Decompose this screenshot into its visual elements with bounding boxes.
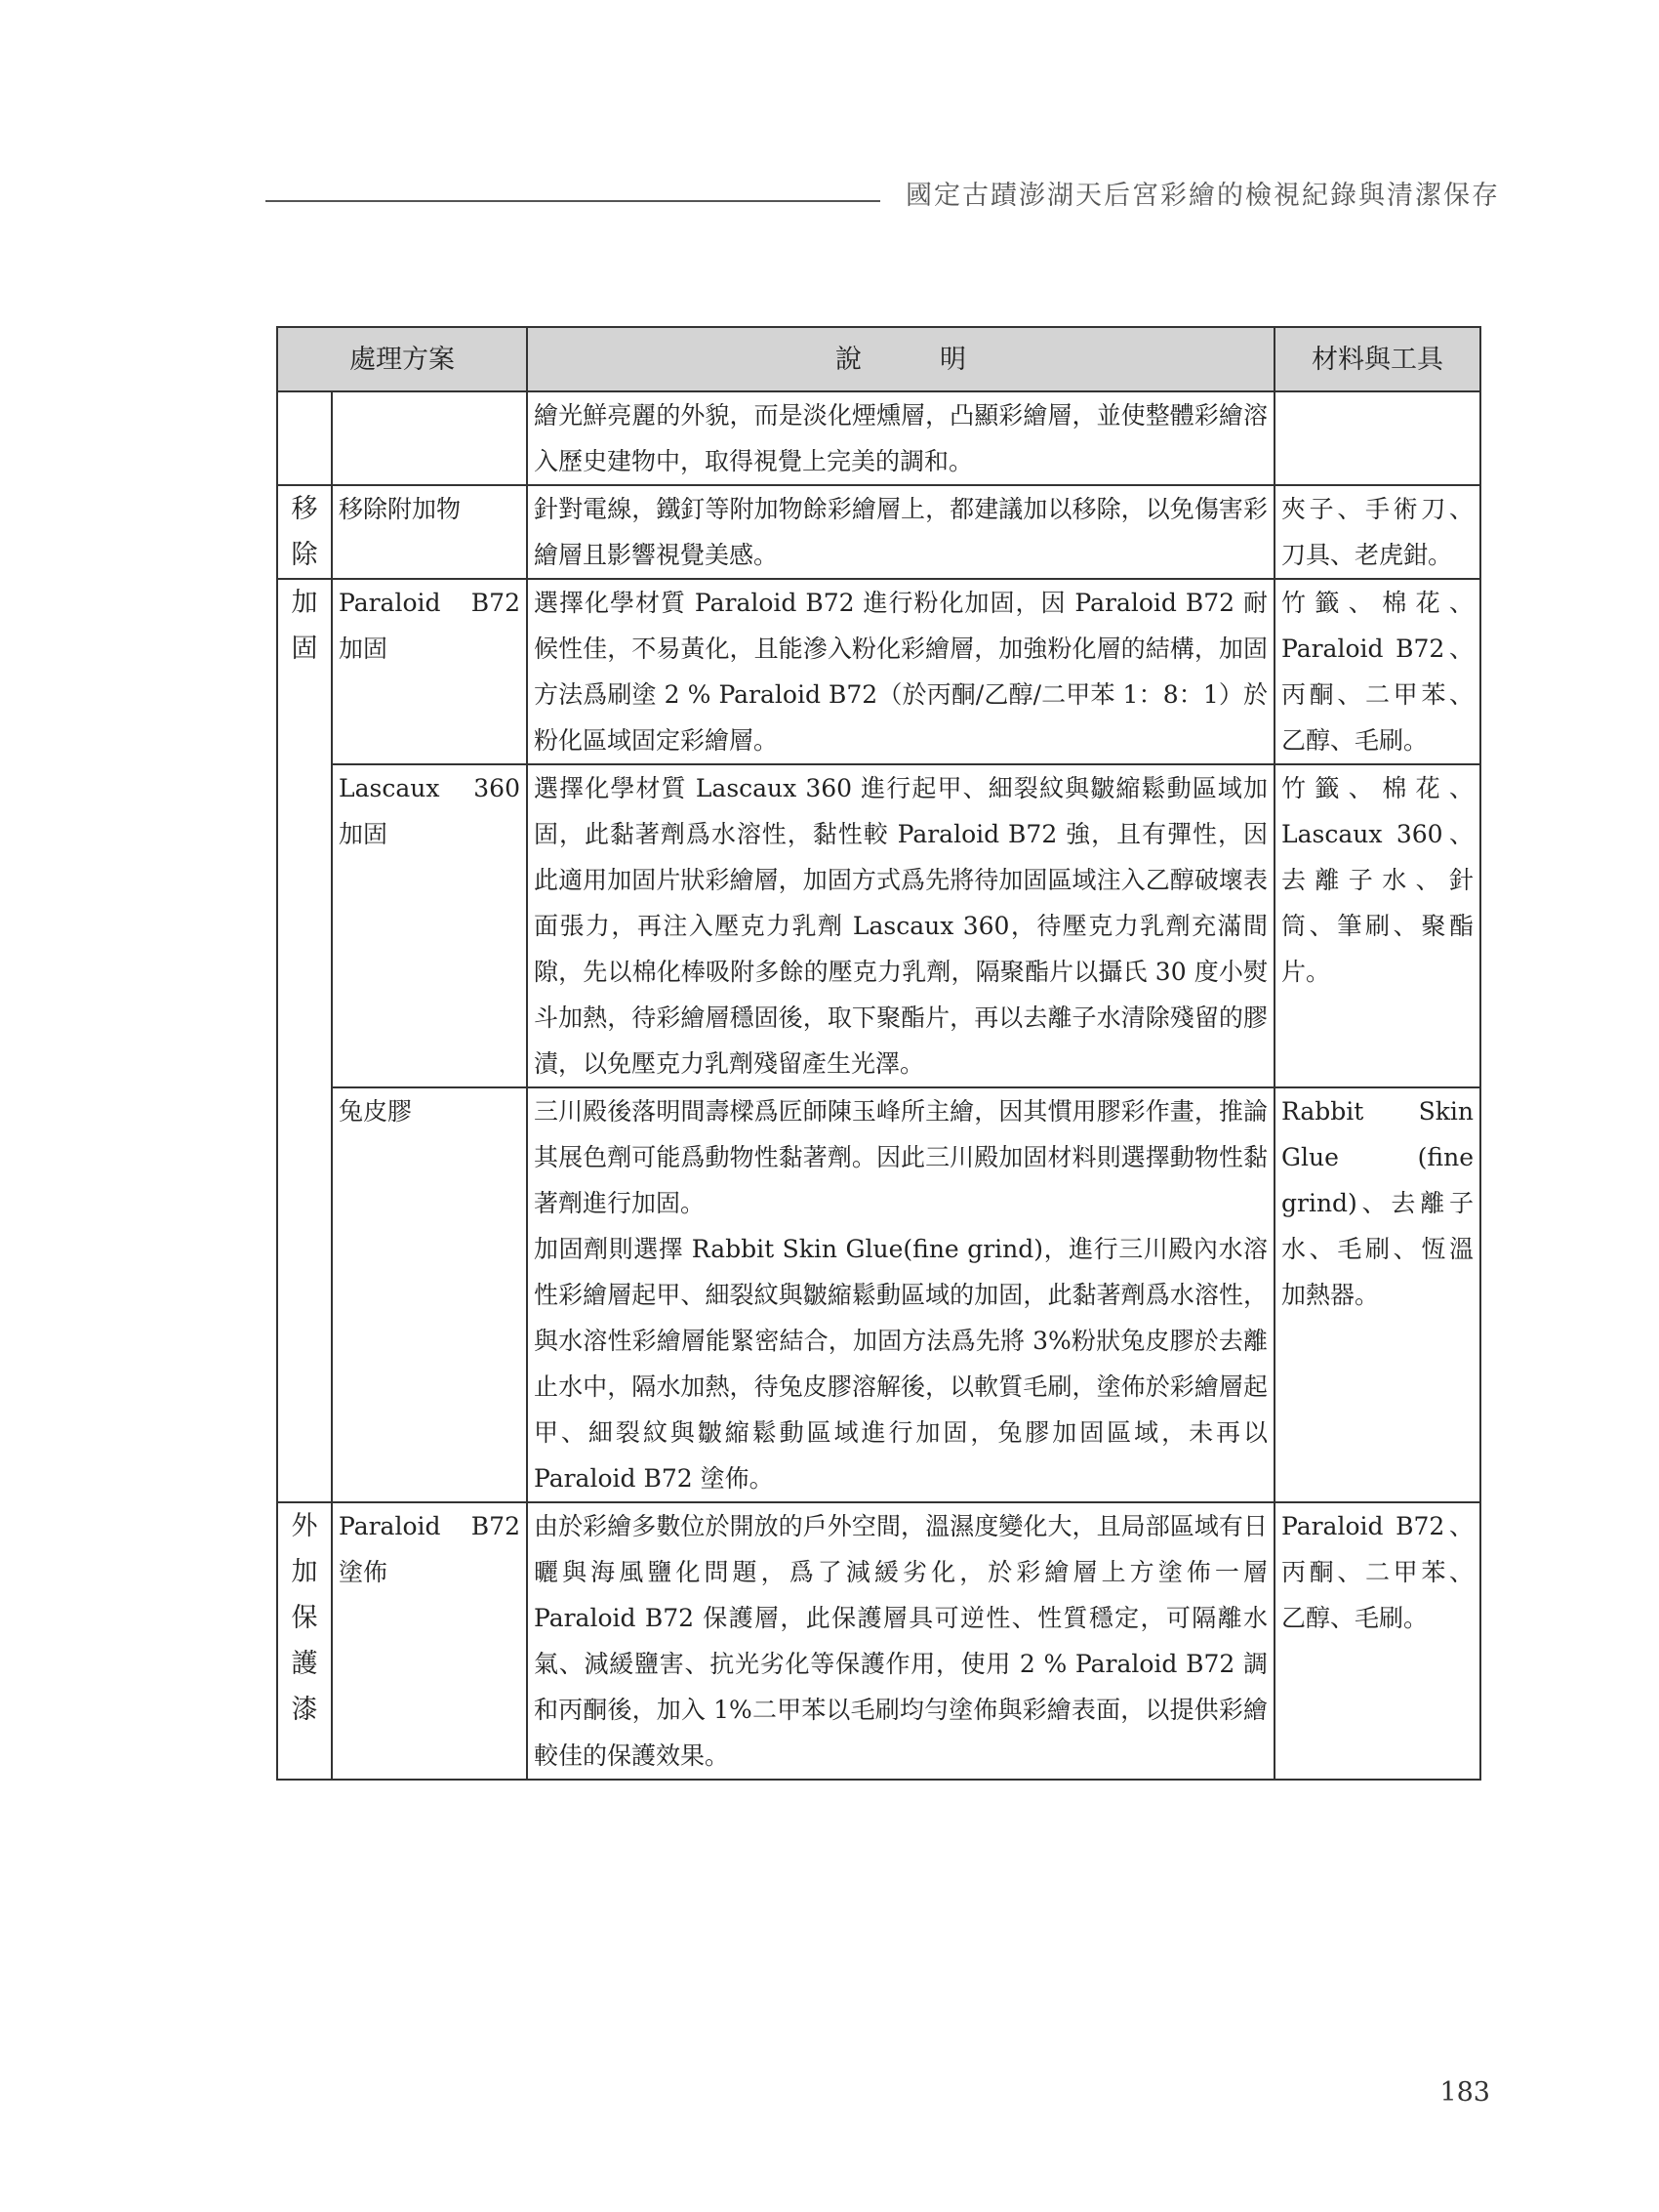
subcategory-cell: 兔皮膠 (332, 1087, 527, 1502)
description-cell: 針對電線，鐵釘等附加物餘彩繪層上，都建議加以移除，以免傷害彩繪層且影響視覺美感。 (527, 485, 1275, 579)
category-label: 加固 (291, 588, 318, 664)
table-row (277, 1502, 1480, 1780)
description-paragraph: 三川殿後落明間壽樑爲匠師陳玉峰所主繪，因其慣用膠彩作畫，推論其展色劑可能爲動物性黏著劑。因此三川殿加固材料則選擇動物性黏著劑進行加固。 (534, 1097, 1268, 1217)
table-header-row (277, 327, 1480, 391)
category-label: 移除 (291, 494, 318, 570)
page-number: 183 (1439, 2077, 1490, 2108)
materials-cell (1275, 391, 1480, 485)
header-scheme: 處理方案 (277, 327, 527, 391)
materials-cell: 夾子、手術刀、刀具、老虎鉗。 (1275, 485, 1480, 579)
category-cell (277, 579, 332, 1502)
category-cell (277, 391, 332, 485)
category-label: 外加保護漆 (291, 1511, 318, 1725)
subcategory-cell (332, 391, 527, 485)
subcategory-cell: Paraloid B72 加固 (332, 579, 527, 764)
subcategory-cell: Lascaux 360 加固 (332, 764, 527, 1087)
table-row (277, 1087, 1480, 1502)
materials-cell: 竹籤、棉花、Paraloid B72、丙酮、二甲苯、乙醇、毛刷。 (1275, 579, 1480, 764)
header-description: 說明 (527, 327, 1275, 391)
description-cell (527, 1087, 1275, 1502)
treatment-table (276, 326, 1481, 1781)
header-materials: 材料與工具 (1275, 327, 1480, 391)
description-cell: 選擇化學材質 Lascaux 360 進行起甲、細裂紋與皺縮鬆動區域加固，此黏著劑爲水溶性，黏性較 Paraloid B72 強，且有彈性，因此適用加固片狀彩繪層，加固方式爲先將待加固區域注入乙醇破壞表面張力，再注入壓克力乳劑 Lascaux 360，待壓克力乳劑充滿間隙，先以棉化棒吸附多餘的壓克力乳劑，隔聚酯片以攝氏 30 度小熨斗加熱，待彩繪層穩固後，取下聚酯片，再以去離子水清除殘留的膠漬，以免壓克力乳劑殘留產生光澤。 (527, 764, 1275, 1087)
category-cell (277, 1502, 332, 1780)
subcategory-cell: Paraloid B72 塗佈 (332, 1502, 527, 1780)
materials-cell: Paraloid B72、丙酮、二甲苯、乙醇、毛刷。 (1275, 1502, 1480, 1780)
description-cell: 由於彩繪多數位於開放的戶外空間，溫濕度變化大，且局部區域有日曬與海風鹽化問題，爲了減緩劣化，於彩繪層上方塗佈一層 Paraloid B72 保護層，此保護層具可逆性、性質穩定，可隔離水氣、減緩鹽害、抗光劣化等保護作用，使用 2 % Paraloid B72 調和丙酮後，加入 1%二甲苯以毛刷均勻塗佈與彩繪表面，以提供彩繪較佳的保護效果。 (527, 1502, 1275, 1780)
materials-cell: 竹籤、棉花、Lascaux 360、去離子水、針筒、筆刷、聚酯片。 (1275, 764, 1480, 1087)
description-paragraph: 加固劑則選擇 Rabbit Skin Glue(fine grind)，進行三川殿內水溶性彩繪層起甲、細裂紋與皺縮鬆動區域的加固，此黏著劑爲水溶性，與水溶性彩繪層能緊密結合，加固方法爲先將 3%粉狀兔皮膠於去離止水中，隔水加熱，待兔皮膠溶解後，以軟質毛刷，塗佈於彩繪層起甲、細裂紋與皺縮鬆動區域進行加固，兔膠加固區域，未再以 Paraloid B72 塗佈。 (534, 1235, 1268, 1493)
table-row (277, 391, 1480, 485)
description-cell: 繪光鮮亮麗的外貌，而是淡化煙燻層，凸顯彩繪層，並使整體彩繪溶入歷史建物中，取得視覺上完美的調和。 (527, 391, 1275, 485)
materials-cell: Rabbit Skin Glue (fine grind)、去離子水、毛刷、恆溫加熱器。 (1275, 1087, 1480, 1502)
header-rule (265, 200, 880, 202)
table-row (277, 764, 1480, 1087)
table-row (277, 579, 1480, 764)
table-row (277, 485, 1480, 579)
running-title: 國定古蹟澎湖天后宮彩繪的檢視紀錄與清潔保存 (906, 181, 1500, 211)
description-cell: 選擇化學材質 Paraloid B72 進行粉化加固，因 Paraloid B72 耐候性佳，不易黃化，且能滲入粉化彩繪層，加強粉化層的結構，加固方法爲刷塗 2 % Paraloid B72（於丙酮/乙醇/二甲苯 1：8：1）於粉化區域固定彩繪層。 (527, 579, 1275, 764)
subcategory-cell: 移除附加物 (332, 485, 527, 579)
category-cell (277, 485, 332, 579)
